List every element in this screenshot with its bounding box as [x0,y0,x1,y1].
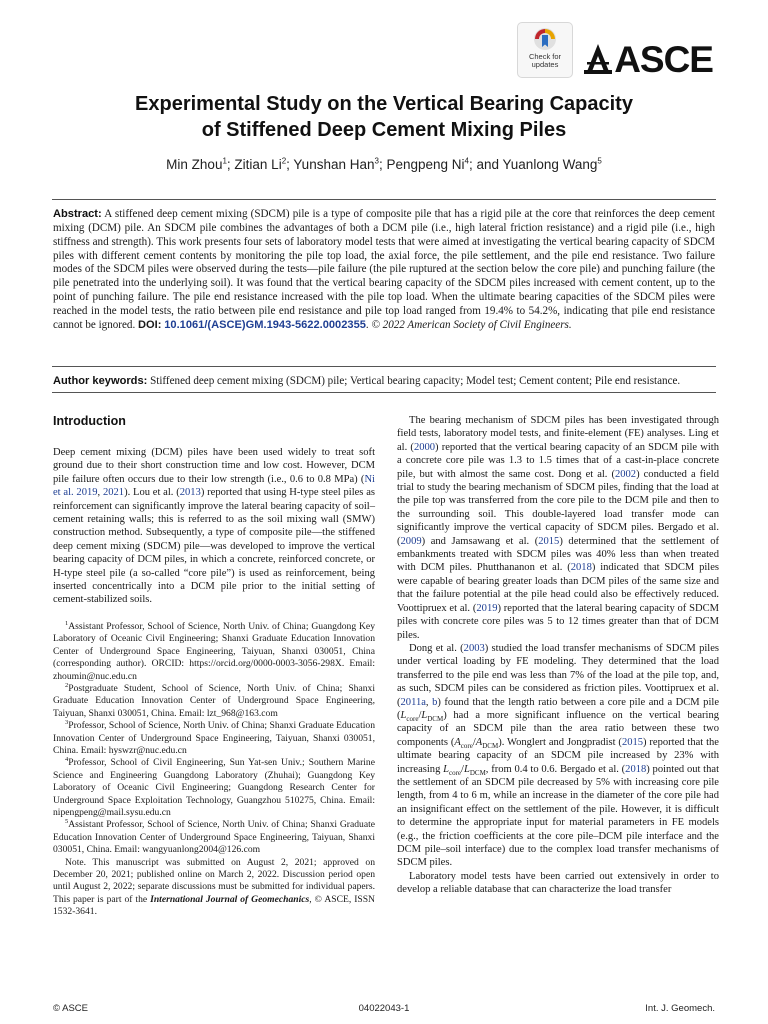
keywords-text: Stiffened deep cement mixing (SDCM) pile; Vertical bearing capacity; Model test; Cement content; Pile end resistance. [150,375,681,387]
asce-logo[interactable] [584,40,713,80]
footer-copyright: © ASCE [53,1003,88,1014]
author-keywords [53,374,715,388]
citation-link[interactable]: 2021 [102,487,125,499]
keywords-label: Author keywords: [53,375,148,387]
author-affiliation: 1 [222,156,227,166]
asce-wordmark: ASCE [614,39,713,80]
page-footer [53,1003,715,1014]
divider-bottom [52,392,716,393]
title-line-2: of Stiffened Deep Cement Mixing Piles [201,119,567,141]
divider-mid [52,366,716,367]
citation-link[interactable]: 2002 [614,468,637,480]
author-name: Zitian Li [234,157,282,172]
submission-note: Note. This manuscript was submitted on August 2, 2021; approved on December 20, 2021; published online on March 2, 2022. Discussion period open until August 2, 2022; separate discussions must be submitted for individual papers. This paper is part of the International Journal of Geomechanics, © ASCE, ISSN 1532-3641. [53,856,375,918]
footer-article-number: 04022043-1 [358,1003,410,1014]
author-affiliation: 2 [281,156,287,166]
author-list [40,157,728,172]
paper-title [60,91,708,143]
author-separator: ; [378,157,387,172]
author-affiliation: 4 [464,156,469,166]
check-for-updates-badge[interactable] [517,22,573,78]
author-separator: ; [286,157,294,172]
footer-journal: Int. J. Geomech. [645,1003,715,1014]
citation-link[interactable]: 2003 [463,642,485,654]
citation-link[interactable]: Ni et al. 2019 [53,473,375,499]
check-text-line1: Check for [528,52,562,61]
abstract-copyright: © 2022 American Society of Civil Engineers. [371,318,572,331]
author-affiliation: 3 [374,156,379,166]
title-line-1: Experimental Study on the Vertical Bearing Capacity [135,93,633,115]
abstract: Abstract: A stiffened deep cement mixing (SDCM) pile is a type of composite pile that has a rigid pile at the core that reinforces the deep cement mixing (DCM) pile. An SDCM pile combines the advantages of both a DCM pile (i.e., high lateral friction resistance) and a rigid pile (i.e., high stiffness and strength). This work presents four sets of laboratory model tests that were aimed at investigating the vertical bearing capacity of SDCM piles with different cement contents by monitoring the pile top load, the axial force, the pile settlement, and the pile end resistance. Two failure modes of the SDCM piles were observed during the tests—pile failure (the pile ruptured at the section below the core pile) and punching failure (the pile penetrated into the underlying soil). It was found that the vertical bearing capacity of the SDCM piles increased with cement content, up to the point of punching failure. The pile end resistance increased with the pile top load. When the ultimate bearing capacities of the SDCM piles were reached in the model tests, the ratio between pile end resistance and pile top load ranged from 19.4% to 54.2%, indicating that pile end resistance cannot be ignored. DOI: 10.1061/(ASCE)GM.1943-5622.0002355. © 2022 American Society of Civil Engineers. [53,208,715,331]
author-affiliation: 5 [597,156,602,166]
abstract-label: Abstract: [53,208,102,220]
body-paragraph: Laboratory model tests have been carried out extensively in order to develop a reliable database that can characterize the load transfer [397,870,719,896]
body-paragraph: The bearing mechanism of SDCM piles has been investigated through field tests, laboratory model tests, and finite-element (FE) analyses. Ling et al. (2000) reported that the vertical bearing capacity of an SDCM pile with a concrete core pile was 1.3 to 1.5 times that of a cast-in-place concrete pile, but with almost the same cost. Dong et al. (2002) conducted a field trial to study the bearing mechanism of SDCM piles, finding that the load at the pile top was transferred from the core pile to the DCM pile and then to the surrounding soil. This double-layered load transfer mode can significantly improve the vertical capacity of SDCM piles. Bergado et al. (2009) and Jamsawang et al. (2015) determined that the settlement of embankments treated with SDCM piles was 40% less than when treated with DCM piles. Phutthananon et al. (2018) indicated that SDCM piles were capable of bearing greater loads than DCM piles of the same size and that the failure potential at the pile head could also be effectively reduced. Voottipruex et al. (2019) reported that the lateral bearing capacity of SDCM piles with concrete core piles was 5 to 12 times greater than that of DCM piles. [397,415,720,641]
footnote: $^4$Professor, School of Civil Engineering, Sun Yat-sen Univ.; Southern Marine Science and Engineering Guangdong Laboratory (Zhuhai); Guangdong Key Laboratory of Oceanic Civil Engineering; Guangdong Research Center for Underground Space Exploitation Technology, Guangzhou 510275, China. Email: nipengpeng@mail.sysu.edu.cn [53,756,375,818]
citation-link[interactable]: 2018 [570,562,592,574]
journal-name: International Journal of Geomechanics [150,893,310,905]
footnotes [53,621,375,919]
body-paragraph: Dong et al. (2003) studied the load transfer mechanisms of SDCM piles under vertical loading by FE modeling. They determined that the load transferred to the pile end was less than 7% of the load at the pile top, and, as such, SDCM piles can be considered as friction piles. Voottipruex et al. (2011a, b) found that the length ratio between a core pile and a DCM pile $(L_{core}/L_{DCM})$ had a more significant influence on the vertical bearing capacity of an SDCM pile than the area ratio between these two components $(A_{core}/A_{DCM})$. Wonglert and Jongpradist (2015) reported that the ultimate bearing capacity of an SDCM pile increased by 23% with increasing $L_{core}/L_{DCM}$, from 0.4 to 0.6. Bergado et al. (2018) pointed out that the settlement of an SDCM pile decreased by 5% with increasing core pile length, from 4 to 6 m, while an increase in the diameter of the core pile had an insignificant effect on the settlement of the pile. However, it is difficult to determine the appropriate input for material parameters in FE models (e.g., the friction coefficients at the core pile–DCM pile interface and the DCM pile–soil interface) due to the complex load transfer mechanisms of SDCM piles. [397,642,719,869]
check-updates-icon [532,26,558,52]
author-name: Min Zhou [166,157,223,172]
citation-link[interactable]: 2019 [476,602,498,614]
author-separator: ; and [468,157,503,172]
footnote: $^2$Postgraduate Student, School of Science, North Univ. of China; Shanxi Graduate Education Innovation Center of Underground Space Engineering, Taiyuan, Shanxi 030051, China. Email: lzt_968@163.com [53,681,375,719]
doi-link[interactable]: 10.1061/(ASCE)GM.1943-5622.0002355 [164,318,366,331]
doi-label: DOI: [138,318,162,331]
section-heading-introduction: Introduction [53,414,126,428]
left-column [53,414,375,919]
author-separator: ; [226,157,235,172]
citation-link[interactable]: 2018 [625,763,647,775]
citation-link[interactable]: 2015 [621,736,644,748]
check-text-line2: updates [531,60,559,69]
citation-link[interactable]: b [432,696,438,708]
citation-link[interactable]: 2011a [400,696,426,708]
intro-paragraph: Deep cement mixing (DCM) piles have been used widely to treat soft ground due to their short construction time and low cost. However, DCM pile failure often occurs due to their low strength (i.e., 0.6 to 0.8 MPa) (Ni et al. 2019, 2021). Lou et al. (2013) reported that using H-type steel piles as reinforcement can significantly improve the lateral bearing capacity of soil–cement retaining walls; this is referred to as the soil mixing wall (SMW) construction method. Subsequently, a type of composite pile—the stiffened deep cement mixing (SDCM) pile—was developed to improve the vertical bearing capacity of DCM piles, in which a concrete, reinforced concrete, or H-type steel pile (a so-called “core pile”) is used as reinforcement, being inserted concentrically into a DCM pile prior to the initial setting of cement-stabilized soils. [53,447,375,606]
citation-link[interactable]: 2009 [400,535,422,547]
divider-top [52,199,716,200]
right-column [397,414,719,897]
citation-link[interactable]: 2015 [538,535,560,547]
author-name: Pengpeng Ni [386,157,465,172]
citation-link[interactable]: 2013 [179,487,201,499]
author-name: Yunshan Han [293,157,375,172]
footnote: $^5$Assistant Professor, School of Science, North Univ. of China; Shanxi Graduate Education Innovation Center of Underground Space Engineering, Taiyuan, Shanxi 030051, China. Email: wangyuanlong2004@126.com [53,818,375,856]
footnote: $^3$Professor, School of Science, North Univ. of China; Shanxi Graduate Education Innovation Center of Underground Space Engineering, Taiyuan, Shanxi 030051, China. Email: hyswzr@nuc.edu.cn [53,718,375,756]
footnote: $^1$Assistant Professor, School of Science, North Univ. of China; Guangdong Key Laboratory of Oceanic Civil Engineering; Shanxi Graduate Education Innovation Center of Underground Space Engineering, Taiyuan, Shanxi 030051, China (corresponding author). ORCID: https://orcid.org/0000-0003-3056-298X. Email: zhoumin@nuc.edu.cn [53,619,375,682]
abstract-text: A stiffened deep cement mixing (SDCM) pile is a type of composite pile that has a rigid pile at the core that reinforces the deep cement mixing (DCM) pile. An SDCM pile combines the advantages of both a DCM pile (i.e., high lateral friction resistance) and a rigid pile (i.e., high stiffness and strength). This work presents four sets of laboratory model tests that were aimed at investigating the vertical bearing capacity of SDCM piles with different cement contents by monitoring the pile top load, the axial force, the pile settlement, and the pile end resistance. Two failure modes of the SDCM piles were observed during the tests—pile failure (the pile ruptured at the section below the core pile) and punching failure (the pile penetrated into the underlying soil). It was found that the vertical bearing capacity of the SDCM piles increased with cement content, up to the point of punching failure. The pile end resistance increased with the pile top load. When the ultimate bearing capacities of the SDCM piles were reached in the model tests, the ratio between pile end resistance and pile top load ranged from 19.4% to 54.2%, indicating that pile end resistance cannot be ignored. [53,208,715,331]
citation-link[interactable]: 2000 [413,441,436,453]
asce-emblem-icon [584,42,612,78]
author-name: Yuanlong Wang [502,157,598,172]
